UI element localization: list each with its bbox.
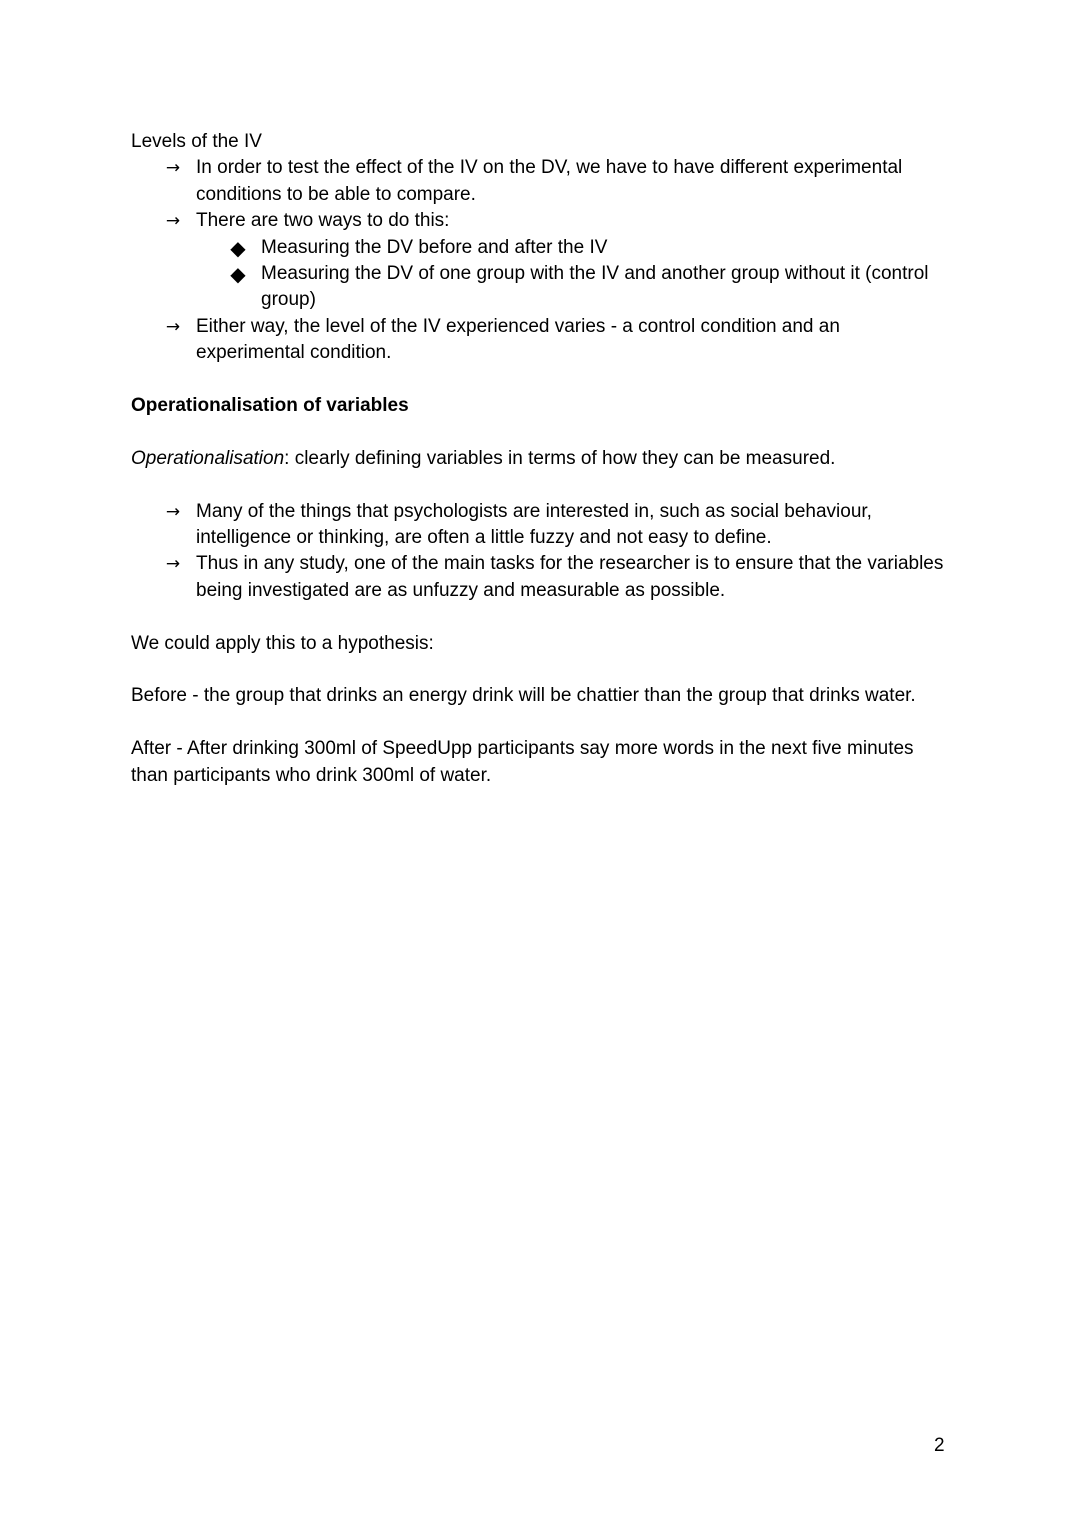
operationalisation-item-1 <box>165 499 951 552</box>
levels-item-3-text: Either way, the level of the IV experienced varies - a control condition and an experimental condition. <box>196 315 840 364</box>
spacer <box>131 604 951 630</box>
ways-item-1-text: Measuring the DV before and after the IV <box>261 236 608 258</box>
page-content <box>131 129 951 789</box>
apply-paragraph: We could apply this to a hypothesis: <box>131 632 434 654</box>
levels-item-3 <box>165 314 951 367</box>
definition-term: Operationalisation <box>131 447 285 469</box>
spacer <box>131 419 951 445</box>
arrow-bullet-icon: → <box>165 211 181 232</box>
spacer <box>131 710 951 736</box>
operationalisation-list <box>131 499 951 605</box>
ways-list <box>196 235 951 314</box>
operationalisation-item-2-text: Thus in any study, one of the main tasks for the researcher is to ensure that the variables being investigated are as unfuzzy and measurable as possible. <box>196 553 944 601</box>
levels-item-2-text: There are two ways to do this: <box>196 210 450 232</box>
ways-item-2 <box>230 261 951 314</box>
page-number: 2 <box>934 1435 945 1456</box>
diamond-bullet-icon: ◆ <box>230 235 246 260</box>
diamond-bullet-icon: ◆ <box>230 262 246 287</box>
definition <box>131 446 951 472</box>
spacer <box>131 367 951 393</box>
levels-item-1-text: In order to test the effect of the IV on the DV, we have to have different experimental conditions to be able to compare. <box>196 157 903 205</box>
definition-text: : clearly defining variables in terms of how they can be measured. <box>284 447 836 469</box>
operationalisation-item-2 <box>165 551 951 604</box>
arrow-bullet-icon: → <box>165 501 181 522</box>
levels-item-1 <box>165 155 951 208</box>
arrow-bullet-icon: → <box>165 554 181 575</box>
operationalisation-item-1-text: Many of the things that psychologists are interested in, such as social behaviour, intelligence or thinking, are often a little fuzzy and not easy to define. <box>196 500 872 549</box>
arrow-bullet-icon: → <box>165 316 181 337</box>
ways-item-2-text: Measuring the DV of one group with the IV and another group without it (control group) <box>261 263 929 311</box>
spacer <box>131 657 951 683</box>
before-hypothesis: Before - the group that drinks an energy drink will be chattier than the group that drinks water. <box>131 685 916 707</box>
levels-list <box>131 155 951 366</box>
arrow-bullet-icon: → <box>165 158 181 179</box>
spacer <box>131 472 951 498</box>
levels-item-2 <box>165 208 951 314</box>
ways-item-1 <box>230 235 951 261</box>
after-hypothesis: After - After drinking 300ml of SpeedUpp participants say more words in the next five minutes than participants who drink 300ml of water. <box>131 738 914 786</box>
levels-title: Levels of the IV <box>131 131 262 152</box>
section-heading: Operationalisation of variables <box>131 395 409 417</box>
